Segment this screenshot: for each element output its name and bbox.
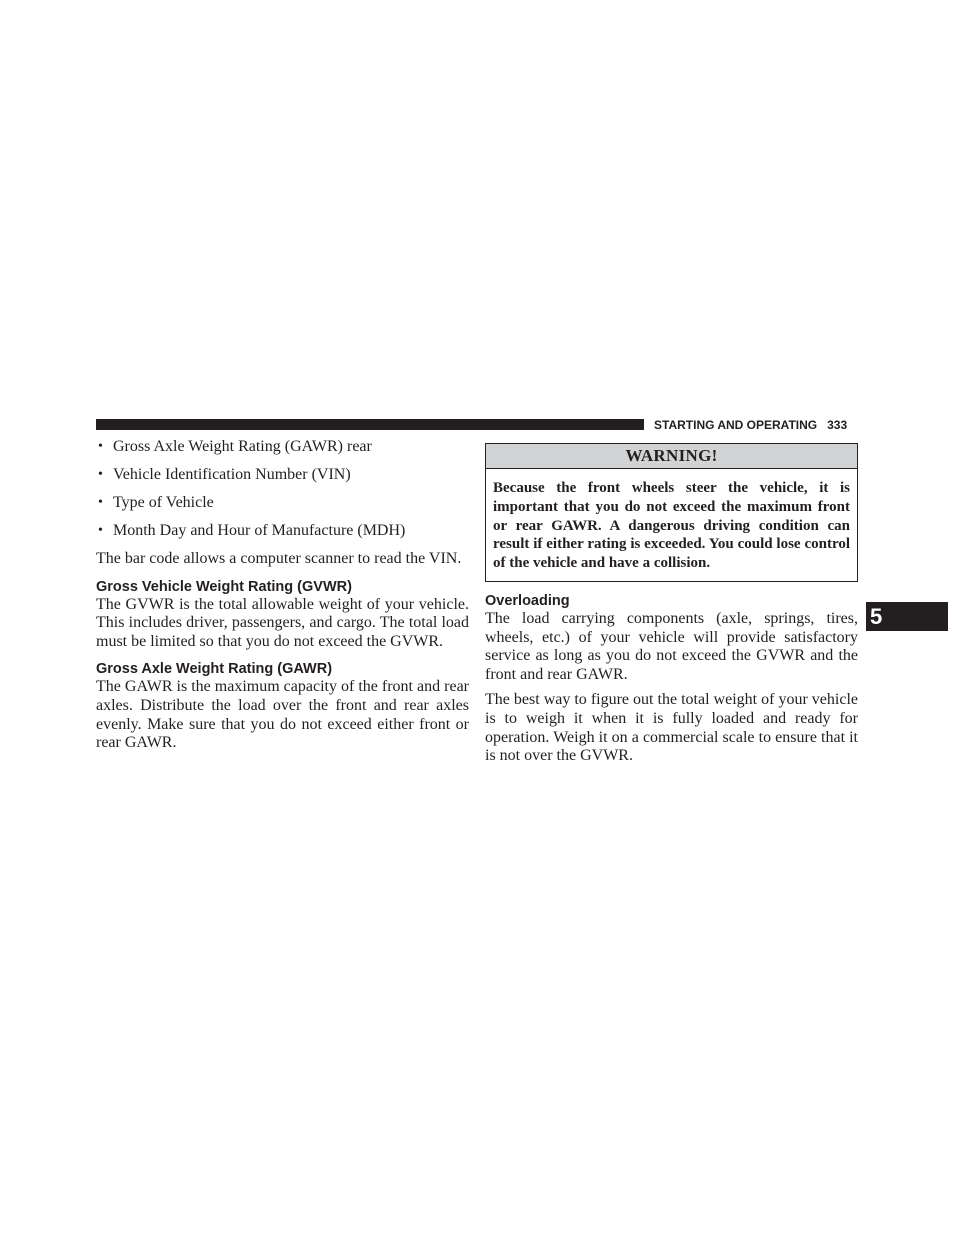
gawr-heading: Gross Axle Weight Rating (GAWR) <box>96 661 333 678</box>
running-header <box>654 418 847 432</box>
header-rule <box>96 419 644 430</box>
gawr-paragraph: The GAWR is the maximum capacity of the front and rear axles. Distribute the load over the front and rear axles evenly. Make sure that you do not exceed either front or rear GAWR. <box>96 678 469 752</box>
bullet-icon: • <box>98 495 103 510</box>
chapter-tab[interactable]: 5 <box>866 602 948 631</box>
list-item <box>96 522 469 550</box>
bullet-icon: • <box>98 439 103 454</box>
bullet-list <box>96 438 469 550</box>
list-item <box>96 466 469 494</box>
bullet-icon: • <box>98 467 103 482</box>
section-title: STARTING AND OPERATING <box>654 418 818 432</box>
list-item <box>96 438 469 466</box>
right-column <box>485 443 858 766</box>
list-item-text: Vehicle Identification Number (VIN) <box>113 466 351 483</box>
overloading-paragraph-2: The best way to figure out the total weight of your vehicle is to weigh it when it is fully loaded and ready for operation. Weigh it on a commercial scale to ensure that it is not over the GVWR. <box>485 691 858 765</box>
warning-title: WARNING! <box>486 444 857 469</box>
left-column <box>96 438 469 753</box>
list-item-text: Month Day and Hour of Manufacture (MDH) <box>113 522 406 539</box>
list-item <box>96 494 469 522</box>
gvwr-heading: Gross Vehicle Weight Rating (GVWR) <box>96 578 352 595</box>
barcode-paragraph: The bar code allows a computer scanner to read the VIN. <box>96 550 462 567</box>
overloading-heading: Overloading <box>485 592 570 609</box>
warning-box <box>485 443 858 582</box>
bullet-icon: • <box>98 523 103 538</box>
gvwr-paragraph: The GVWR is the total allowable weight of your vehicle. This includes driver, passengers, and cargo. The total load must be limited so that you do not exceed the GVWR. <box>96 595 469 650</box>
warning-text: Because the front wheels steer the vehicle, it is important that you do not exceed the maximum front or rear GAWR. A dangerous driving condition can result if either rating is exceeded. You could lose control of the vehicle and have a collision. <box>493 480 850 572</box>
overloading-paragraph-1: The load carrying components (axle, springs, tires, wheels, etc.) of your vehicle will provide satisfactory service as long as you do not exceed the GVWR and the front and rear GAWR. <box>485 609 858 683</box>
list-item-text: Gross Axle Weight Rating (GAWR) rear <box>113 438 372 455</box>
list-item-text: Type of Vehicle <box>113 494 214 511</box>
page-number: 333 <box>827 418 848 432</box>
